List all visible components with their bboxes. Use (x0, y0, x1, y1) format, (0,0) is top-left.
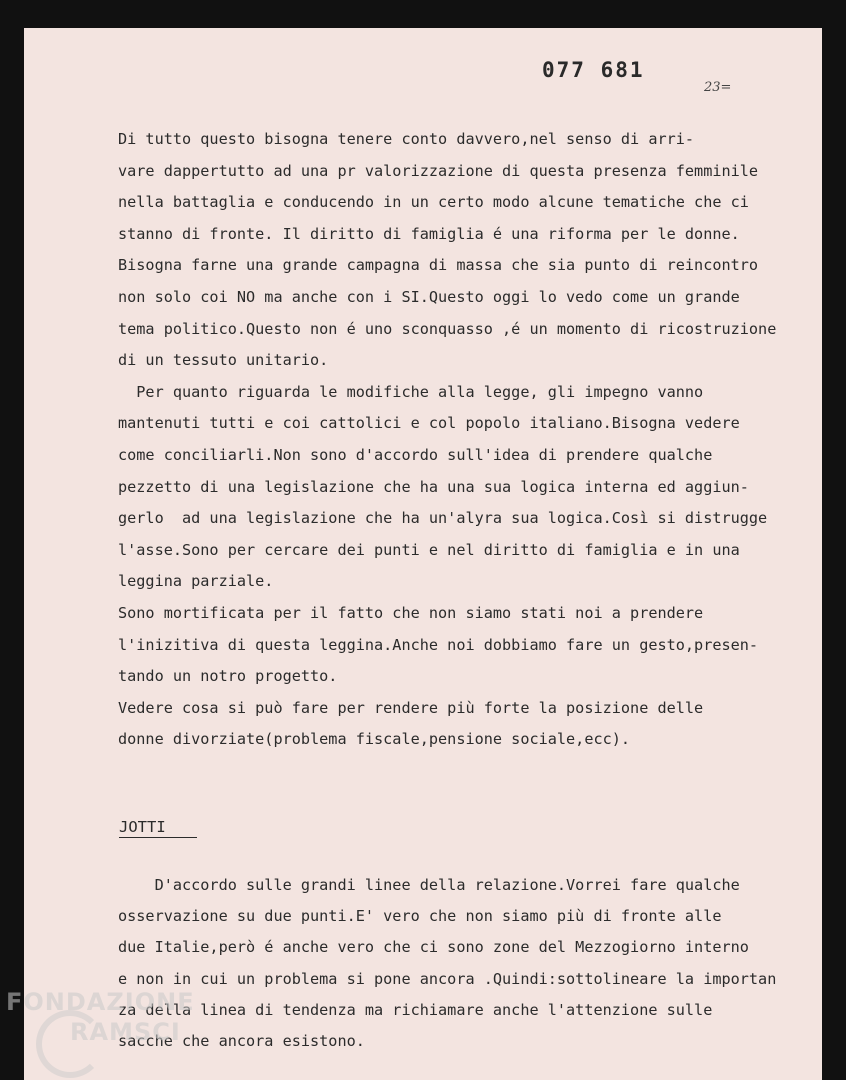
text-line: tema politico.Questo non é uno sconquasso ,é un momento di ricostruzione (118, 319, 777, 338)
text-line: D'accordo sulle grandi linee della relazione.Vorrei fare qualche (118, 876, 740, 894)
text-line: Di tutto questo bisogna tenere conto davvero,nel senso di arri- (118, 130, 695, 148)
paragraph-1 (118, 124, 818, 756)
text-line: e non in cui un problema si pone ancora .Quindi:sottolineare la importan (118, 969, 777, 988)
document-number: 077 681 (542, 58, 645, 82)
text-line: di un tessuto unitario. (118, 351, 329, 370)
watermark-line-2: RAMSCI (70, 1018, 181, 1046)
text-line: nella battaglia e conducendo in un certo modo alcune tematiche che ci (118, 193, 749, 212)
text-line: donne divorziate(problema fiscale,pensione sociale,ecc). (118, 730, 631, 749)
text-line: Sono mortificata per il fatto che non siamo stati noi a prendere (118, 603, 704, 622)
text-line: tando un notro progetto. (118, 667, 338, 686)
text-line: stanno di fronte. Il diritto di famiglia é una riforma per le donne. (118, 224, 740, 243)
text-line: come conciliarli.Non sono d'accordo sull'idea di prendere qualche (118, 445, 713, 464)
text-line: mantenuti tutti e coi cattolici e col popolo italiano.Bisogna vedere (118, 414, 740, 433)
text-line: pezzetto di una legislazione che ha una sua logica interna ed aggiun- (118, 477, 749, 496)
document-page (24, 28, 822, 1080)
text-line: za della linea di tendenza ma richiamare anche l'attenzione sulle (118, 1000, 713, 1019)
text-line: l'asse.Sono per cercare dei punti e nel diritto di famiglia e in una (118, 540, 740, 559)
page-mark: 23= (704, 80, 732, 95)
text-line: l'inizitiva di questa leggina.Anche noi dobbiamo fare un gesto,presen- (118, 635, 759, 654)
text-line: vare dappertutto ad una pr valorizzazione di questa presenza femminile (118, 161, 759, 180)
speaker-heading: JOTTI (119, 818, 197, 838)
text-line: osservazione su due punti.E' vero che non siamo più di fronte alle (118, 907, 722, 926)
text-line: Vedere cosa si può fare per rendere più forte la posizione delle (118, 698, 704, 717)
text-line: non solo coi NO ma anche con i SI.Questo oggi lo vedo come un grande (118, 287, 740, 306)
text-line: sacche che ancora esistono. (118, 1031, 365, 1050)
text-line: Bisogna farne una grande campagna di massa che sia punto di reincontro (118, 256, 759, 275)
text-line: leggina parziale. (118, 572, 274, 591)
text-line: due Italie,però é anche vero che ci sono zone del Mezzogiorno interno (118, 938, 749, 957)
paragraph-2 (118, 870, 818, 1057)
text-line: gerlo ad una legislazione che ha un'alyra sua logica.Così si distrugge (118, 509, 768, 528)
text-line: Per quanto riguarda le modifiche alla legge, gli impegno vanno (118, 382, 704, 401)
watermark-line-1: FONDAZIONE (6, 988, 195, 1016)
